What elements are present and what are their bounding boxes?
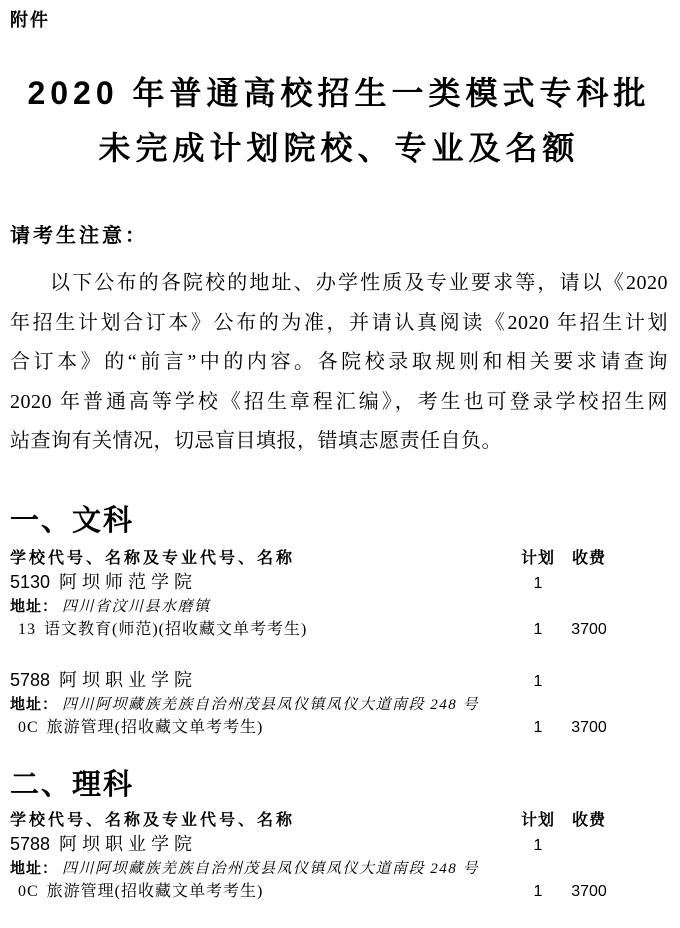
major-name: 语文教育(师范)(招收藏文单考考生) xyxy=(44,620,308,638)
section-heading: 一、文科 xyxy=(10,504,135,537)
school-plan: 1 xyxy=(533,836,543,854)
notice-line: 年招生计划合订本》公布的为准，并请认真阅读《2020 年招生计划 xyxy=(10,311,668,334)
address-row xyxy=(10,858,668,880)
col-fee-header: 收费 xyxy=(571,811,606,829)
school-plan: 1 xyxy=(533,672,543,690)
address-text: 四川阿坝藏族羌族自治州茂县凤仪镇凤仪大道南段 248 号 xyxy=(62,860,480,877)
notice-line: 2020 年普通高等学校《招生章程汇编》，考生也可登录学校招生网 xyxy=(10,390,668,413)
col-fee-header: 收费 xyxy=(571,549,606,567)
attachment-label: 附件 xyxy=(10,10,50,30)
school-row xyxy=(10,668,668,694)
section-heading: 二、理科 xyxy=(10,768,135,801)
major-code: 0C xyxy=(18,882,39,900)
section-like xyxy=(10,764,668,904)
major-fee: 3700 xyxy=(571,718,607,736)
address-row xyxy=(10,596,668,618)
major-code: 0C xyxy=(18,718,39,736)
notice-heading: 请考生注意： xyxy=(10,225,148,247)
school-name: 阿坝职业学院 xyxy=(59,669,198,690)
school-name: 阿坝师范学院 xyxy=(59,571,198,592)
major-plan: 1 xyxy=(533,718,543,736)
school-code: 5130 xyxy=(10,571,51,592)
major-row xyxy=(10,880,668,904)
address-text: 四川阿坝藏族羌族自治州茂县凤仪镇凤仪大道南段 248 号 xyxy=(62,696,480,713)
school-row xyxy=(10,570,668,596)
col-plan-header: 计划 xyxy=(520,811,555,829)
notice-line: 以下公布的各院校的地址、办学性质及专业要求等，请以《2020 xyxy=(50,272,668,294)
major-code: 13 xyxy=(18,620,36,638)
school-code: 5788 xyxy=(10,833,51,854)
major-plan: 1 xyxy=(533,620,543,638)
school-block-gap xyxy=(10,642,668,668)
notice-line: 合订本》的“前言”中的内容。各院校录取规则和相关要求请查询 xyxy=(10,351,668,373)
major-plan: 1 xyxy=(533,882,543,900)
col-plan-header: 计划 xyxy=(520,549,555,567)
major-fee: 3700 xyxy=(571,882,607,900)
col-school-header: 学校代号、名称及专业代号、名称 xyxy=(10,549,296,567)
table-header-row xyxy=(10,548,668,570)
major-name: 旅游管理(招收藏文单考考生) xyxy=(46,718,264,736)
major-fee: 3700 xyxy=(571,620,607,638)
school-plan: 1 xyxy=(533,574,543,592)
doc-title xyxy=(10,66,668,176)
notice-paragraph xyxy=(10,264,668,462)
address-label: 地址： xyxy=(10,859,59,877)
table-header-row xyxy=(10,810,668,832)
doc-title-line-1: 2020 年普通高校招生一类模式专科批 xyxy=(27,75,651,111)
major-row xyxy=(10,716,668,740)
doc-title-line-2: 未完成计划院校、专业及名额 xyxy=(98,130,580,166)
address-label: 地址： xyxy=(10,597,59,615)
school-name: 阿坝职业学院 xyxy=(59,833,198,854)
address-text: 四川省汶川县水磨镇 xyxy=(62,598,211,615)
section-wenke xyxy=(10,500,668,740)
address-row xyxy=(10,694,668,716)
school-code: 5788 xyxy=(10,669,51,690)
col-school-header: 学校代号、名称及专业代号、名称 xyxy=(10,811,296,829)
major-name: 旅游管理(招收藏文单考考生) xyxy=(46,882,264,900)
address-label: 地址： xyxy=(10,695,59,713)
notice-line: 站查询有关情况，切忌盲目填报，错填志愿责任自负。 xyxy=(10,430,502,452)
school-row xyxy=(10,832,668,858)
major-row xyxy=(10,618,668,642)
